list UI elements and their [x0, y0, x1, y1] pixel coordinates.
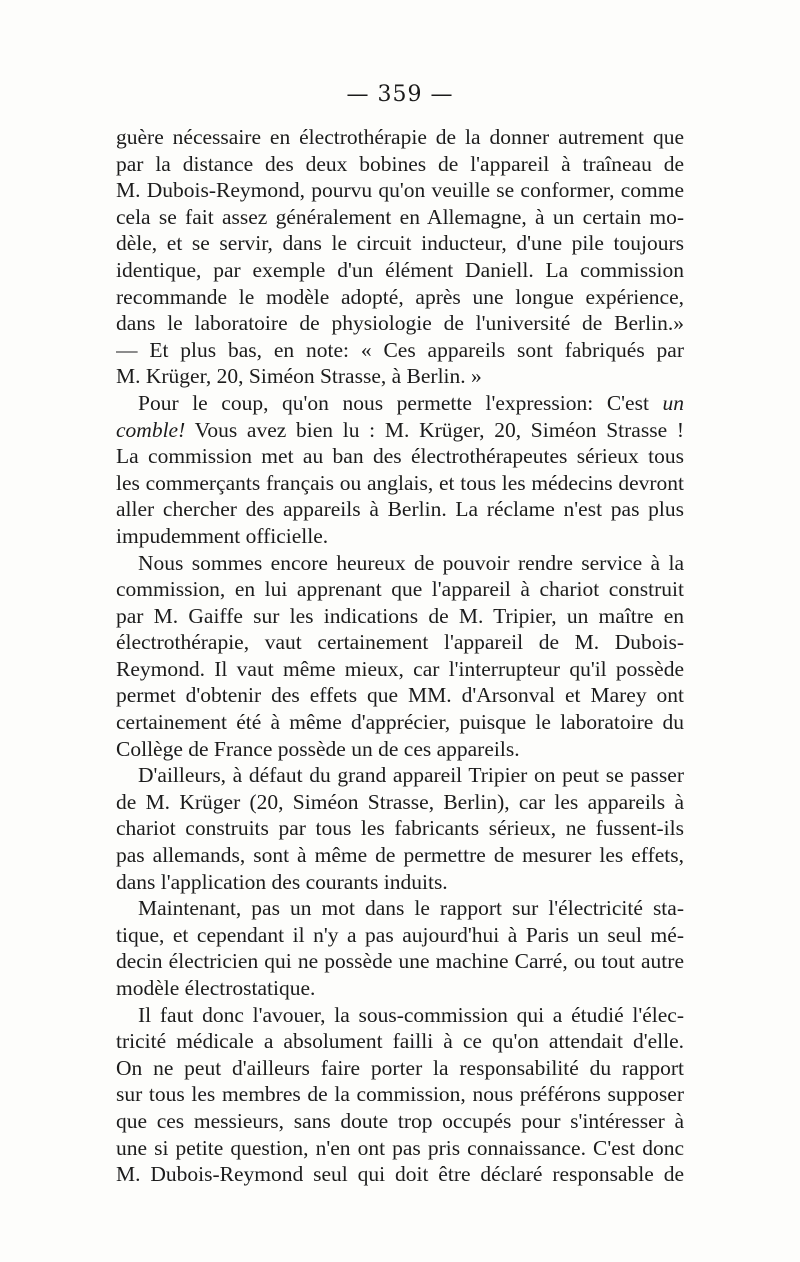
text-line [116, 975, 684, 1002]
text-line [116, 550, 684, 577]
text-line [116, 257, 684, 284]
line-text: de M. Krüger (20, Siméon Strasse, Berlin), car les appareils à [116, 789, 684, 814]
line-text: pas allemands, sont à même de permettre de mesurer les effets, [116, 843, 684, 868]
text-line [116, 922, 684, 949]
line-text: tricité médicale a absolument failli à ce qu'on attendait d'elle. [116, 1029, 684, 1054]
text-line [116, 124, 684, 151]
text-line [116, 1108, 684, 1135]
text-line [116, 363, 684, 390]
text-line [116, 1135, 684, 1162]
text-line [116, 337, 684, 364]
text-line [116, 310, 684, 337]
body-text [116, 124, 684, 1188]
line-text: On ne peut d'ailleurs faire porter la responsabilité du rapport [116, 1055, 684, 1080]
line-text: électrothérapie, vaut certainement l'appareil de M. Dubois- [116, 630, 684, 655]
line-text: recommande le modèle adopté, après une longue expérience, [116, 284, 684, 309]
text-line [116, 948, 684, 975]
line-text: commission, en lui apprenant que l'appareil à chariot construit [116, 577, 684, 602]
line-text: M. Dubois-Reymond seul qui doit être déclaré responsable de [116, 1162, 684, 1187]
text-line [116, 204, 684, 231]
line-text: chariot construits par tous les fabricants sérieux, ne fussent-ils [116, 816, 684, 841]
text-line [116, 869, 684, 896]
line-text: La commission met au ban des électrothérapeutes sérieux tous [116, 444, 684, 469]
line-text: Pour le coup, qu'on nous permette l'expression: C'est [138, 390, 649, 415]
line-text: guère nécessaire en électrothérapie de la donner autrement que [116, 125, 684, 149]
text-line [116, 842, 684, 869]
line-text: les commerçants français ou anglais, et tous les médecins devront [116, 470, 684, 495]
line-text: sur tous les membres de la commission, nous préférons supposer [116, 1082, 684, 1107]
text-line [116, 789, 684, 816]
text-line [116, 523, 684, 550]
text-line [116, 895, 684, 922]
line-text: cela se fait assez généralement en Allemagne, à un certain mo- [116, 204, 684, 229]
text-line [116, 496, 684, 523]
text-line [116, 443, 684, 470]
text-line [116, 1055, 684, 1082]
text-line [116, 284, 684, 311]
line-text: Reymond. Il vaut même mieux, car l'interrupteur qu'il possède [116, 656, 684, 681]
text-line [116, 1081, 684, 1108]
italic-text: comble! [116, 417, 186, 442]
page-number: — 359 — [346, 82, 454, 107]
text-line [116, 230, 684, 257]
line-text: Il faut donc l'avouer, la sous-commission qui a étudié l'élec- [138, 1002, 684, 1027]
italic-text: un [648, 390, 684, 415]
text-line [116, 815, 684, 842]
line-text: une si petite question, n'en ont pas pris connaissance. C'est donc [116, 1135, 684, 1160]
line-text: permet d'obtenir des effets que MM. d'Arsonval et Marey ont [116, 683, 684, 708]
line-text: par M. Gaiffe sur les indications de M. Tripier, un maître en [116, 603, 684, 628]
line-text: aller chercher des appareils à Berlin. La réclame n'est pas plus [116, 497, 684, 522]
line-text: Maintenant, pas un mot dans le rapport sur l'électricité sta- [138, 896, 684, 921]
text-line [116, 629, 684, 656]
text-line [116, 709, 684, 736]
text-line [116, 1028, 684, 1055]
text-line [116, 736, 684, 763]
text-line [116, 576, 684, 603]
line-text: D'ailleurs, à défaut du grand appareil Tripier on peut se passer [138, 763, 684, 788]
line-text: modèle électrostatique. [116, 976, 316, 1000]
text-line [116, 1002, 684, 1029]
line-text: decin électricien qui ne possède une machine Carré, ou tout autre [116, 949, 684, 974]
line-text: Vous avez bien lu : M. Krüger, 20, Siméon Strasse ! [185, 417, 684, 442]
line-text: dans le laboratoire de physiologie de l'université de Berlin.» [116, 311, 684, 336]
text-line [116, 603, 684, 630]
line-text: — Et plus bas, en note: « Ces appareils sont fabriqués par [116, 337, 684, 362]
line-text: par la distance des deux bobines de l'appareil à traîneau de [116, 151, 684, 176]
text-line [116, 390, 684, 417]
text-line [116, 1161, 684, 1188]
line-text: identique, par exemple d'un élément Daniell. La commission [116, 257, 684, 282]
line-text: M. Dubois-Reymond, pourvu qu'on veuille se conformer, comme [116, 178, 684, 203]
line-text: dèle, et se servir, dans le circuit inducteur, d'une pile toujours [116, 231, 684, 256]
line-text: M. Krüger, 20, Siméon Strasse, à Berlin. » [116, 364, 482, 389]
text-line [116, 417, 684, 444]
text-line [116, 682, 684, 709]
text-line [116, 762, 684, 789]
line-text: Collège de France possède un de ces appareils. [116, 736, 520, 761]
line-text: que ces messieurs, sans doute trop occupés pour s'intéresser à [116, 1108, 684, 1133]
text-line [116, 470, 684, 497]
line-text: dans l'application des courants induits. [116, 869, 448, 894]
line-text: impudemment officielle. [116, 523, 329, 548]
line-text: certainement été à même d'apprécier, puisque le laboratoire du [116, 710, 684, 735]
text-line [116, 151, 684, 178]
text-line [116, 177, 684, 204]
line-text: tique, et cependant il n'y a pas aujourd'hui à Paris un seul mé- [116, 922, 684, 947]
text-line [116, 656, 684, 683]
line-text: Nous sommes encore heureux de pouvoir rendre service à la [138, 550, 684, 575]
